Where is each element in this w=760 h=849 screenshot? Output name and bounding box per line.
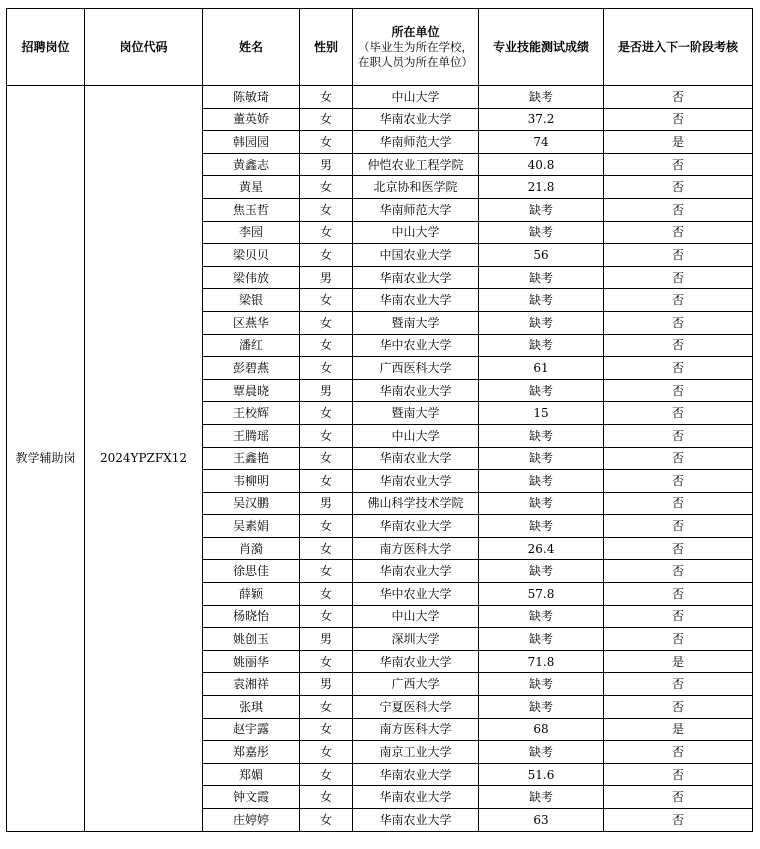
advance-cell: 否 bbox=[604, 86, 753, 109]
unit-cell: 暨南大学 bbox=[353, 311, 479, 334]
name-cell: 梁银 bbox=[203, 289, 300, 312]
name-cell: 郑媚 bbox=[203, 763, 300, 786]
advance-cell: 是 bbox=[604, 718, 753, 741]
unit-cell: 华南农业大学 bbox=[353, 266, 479, 289]
gender-cell: 女 bbox=[300, 86, 353, 109]
score-cell: 37.2 bbox=[479, 108, 604, 131]
advance-cell: 否 bbox=[604, 628, 753, 651]
gender-cell: 女 bbox=[300, 402, 353, 425]
score-cell: 51.6 bbox=[479, 763, 604, 786]
gender-cell: 女 bbox=[300, 809, 353, 832]
score-cell: 缺考 bbox=[479, 786, 604, 809]
unit-cell: 深圳大学 bbox=[353, 628, 479, 651]
unit-cell: 华南农业大学 bbox=[353, 447, 479, 470]
name-cell: 肖漪 bbox=[203, 537, 300, 560]
unit-cell: 暨南大学 bbox=[353, 402, 479, 425]
unit-cell: 中山大学 bbox=[353, 605, 479, 628]
unit-cell: 华南农业大学 bbox=[353, 809, 479, 832]
score-cell: 57.8 bbox=[479, 583, 604, 606]
gender-cell: 女 bbox=[300, 221, 353, 244]
gender-cell: 女 bbox=[300, 131, 353, 154]
score-cell: 缺考 bbox=[479, 221, 604, 244]
advance-cell: 否 bbox=[604, 763, 753, 786]
name-cell: 吴汉鹏 bbox=[203, 492, 300, 515]
name-cell: 区燕华 bbox=[203, 311, 300, 334]
name-cell: 梁伟放 bbox=[203, 266, 300, 289]
gender-cell: 女 bbox=[300, 605, 353, 628]
name-cell: 韦柳明 bbox=[203, 470, 300, 493]
header-name: 姓名 bbox=[203, 9, 300, 86]
advance-cell: 否 bbox=[604, 176, 753, 199]
gender-cell: 女 bbox=[300, 786, 353, 809]
gender-cell: 男 bbox=[300, 492, 353, 515]
advance-cell: 否 bbox=[604, 583, 753, 606]
unit-cell: 南方医科大学 bbox=[353, 537, 479, 560]
gender-cell: 女 bbox=[300, 718, 353, 741]
header-row bbox=[7, 9, 753, 86]
name-cell: 梁贝贝 bbox=[203, 244, 300, 267]
gender-cell: 女 bbox=[300, 311, 353, 334]
name-cell: 焦玉哲 bbox=[203, 198, 300, 221]
name-cell: 王校辉 bbox=[203, 402, 300, 425]
unit-cell: 南京工业大学 bbox=[353, 741, 479, 764]
advance-cell: 否 bbox=[604, 198, 753, 221]
header-advance: 是否进入下一阶段考核 bbox=[604, 9, 753, 86]
score-cell: 缺考 bbox=[479, 741, 604, 764]
gender-cell: 女 bbox=[300, 763, 353, 786]
name-cell: 吴素娟 bbox=[203, 515, 300, 538]
unit-cell: 华南农业大学 bbox=[353, 289, 479, 312]
score-cell: 缺考 bbox=[479, 266, 604, 289]
name-cell: 潘红 bbox=[203, 334, 300, 357]
unit-cell: 中国农业大学 bbox=[353, 244, 479, 267]
advance-cell: 否 bbox=[604, 244, 753, 267]
header-position: 招聘岗位 bbox=[7, 9, 85, 86]
gender-cell: 女 bbox=[300, 741, 353, 764]
unit-cell: 华中农业大学 bbox=[353, 583, 479, 606]
name-cell: 黄鑫志 bbox=[203, 153, 300, 176]
unit-cell: 华南农业大学 bbox=[353, 650, 479, 673]
header-score: 专业技能测试成绩 bbox=[479, 9, 604, 86]
name-cell: 张琪 bbox=[203, 696, 300, 719]
gender-cell: 女 bbox=[300, 650, 353, 673]
name-cell: 韩园园 bbox=[203, 131, 300, 154]
advance-cell: 否 bbox=[604, 515, 753, 538]
gender-cell: 男 bbox=[300, 153, 353, 176]
score-cell: 缺考 bbox=[479, 86, 604, 109]
unit-cell: 中山大学 bbox=[353, 424, 479, 447]
score-cell: 缺考 bbox=[479, 696, 604, 719]
gender-cell: 女 bbox=[300, 198, 353, 221]
gender-cell: 男 bbox=[300, 379, 353, 402]
score-cell: 缺考 bbox=[479, 673, 604, 696]
gender-cell: 女 bbox=[300, 696, 353, 719]
unit-cell: 南方医科大学 bbox=[353, 718, 479, 741]
header-unit-title: 所在单位 bbox=[391, 24, 440, 39]
advance-cell: 否 bbox=[604, 402, 753, 425]
advance-cell: 是 bbox=[604, 131, 753, 154]
unit-cell: 华南农业大学 bbox=[353, 763, 479, 786]
gender-cell: 女 bbox=[300, 447, 353, 470]
name-cell: 杨晓怡 bbox=[203, 605, 300, 628]
unit-cell: 华中农业大学 bbox=[353, 334, 479, 357]
advance-cell: 否 bbox=[604, 492, 753, 515]
header-unit-note: （毕业生为所在学校，在职人员为所在单位） bbox=[358, 39, 473, 69]
unit-cell: 仲恺农业工程学院 bbox=[353, 153, 479, 176]
advance-cell: 否 bbox=[604, 741, 753, 764]
score-cell: 缺考 bbox=[479, 289, 604, 312]
gender-cell: 男 bbox=[300, 673, 353, 696]
advance-cell: 否 bbox=[604, 673, 753, 696]
score-cell: 缺考 bbox=[479, 605, 604, 628]
score-cell: 缺考 bbox=[479, 424, 604, 447]
gender-cell: 女 bbox=[300, 583, 353, 606]
results-table bbox=[6, 8, 753, 832]
advance-cell: 否 bbox=[604, 357, 753, 380]
name-cell: 钟文霞 bbox=[203, 786, 300, 809]
unit-cell: 中山大学 bbox=[353, 86, 479, 109]
advance-cell: 否 bbox=[604, 470, 753, 493]
score-cell: 缺考 bbox=[479, 470, 604, 493]
score-cell: 缺考 bbox=[479, 198, 604, 221]
unit-cell: 广西医科大学 bbox=[353, 357, 479, 380]
score-cell: 63 bbox=[479, 809, 604, 832]
advance-cell: 是 bbox=[604, 650, 753, 673]
advance-cell: 否 bbox=[604, 696, 753, 719]
score-cell: 21.8 bbox=[479, 176, 604, 199]
advance-cell: 否 bbox=[604, 560, 753, 583]
advance-cell: 否 bbox=[604, 447, 753, 470]
unit-cell: 中山大学 bbox=[353, 221, 479, 244]
unit-cell: 宁夏医科大学 bbox=[353, 696, 479, 719]
gender-cell: 女 bbox=[300, 424, 353, 447]
name-cell: 郑嘉彤 bbox=[203, 741, 300, 764]
position-cell: 教学辅助岗 bbox=[7, 86, 85, 832]
advance-cell: 否 bbox=[604, 379, 753, 402]
name-cell: 黄星 bbox=[203, 176, 300, 199]
name-cell: 庄婷婷 bbox=[203, 809, 300, 832]
advance-cell: 否 bbox=[604, 311, 753, 334]
name-cell: 董英娇 bbox=[203, 108, 300, 131]
unit-cell: 华南农业大学 bbox=[353, 560, 479, 583]
score-cell: 缺考 bbox=[479, 492, 604, 515]
name-cell: 王鑫艳 bbox=[203, 447, 300, 470]
gender-cell: 女 bbox=[300, 560, 353, 583]
unit-cell: 华南农业大学 bbox=[353, 470, 479, 493]
gender-cell: 女 bbox=[300, 176, 353, 199]
score-cell: 缺考 bbox=[479, 628, 604, 651]
gender-cell: 男 bbox=[300, 628, 353, 651]
unit-cell: 华南农业大学 bbox=[353, 379, 479, 402]
unit-cell: 北京协和医学院 bbox=[353, 176, 479, 199]
gender-cell: 女 bbox=[300, 357, 353, 380]
name-cell: 陈敏琦 bbox=[203, 86, 300, 109]
gender-cell: 女 bbox=[300, 470, 353, 493]
gender-cell: 男 bbox=[300, 266, 353, 289]
gender-cell: 女 bbox=[300, 537, 353, 560]
header-code: 岗位代码 bbox=[85, 9, 203, 86]
advance-cell: 否 bbox=[604, 786, 753, 809]
score-cell: 71.8 bbox=[479, 650, 604, 673]
unit-cell: 华南农业大学 bbox=[353, 108, 479, 131]
score-cell: 缺考 bbox=[479, 515, 604, 538]
name-cell: 姚创玉 bbox=[203, 628, 300, 651]
name-cell: 王腾瑶 bbox=[203, 424, 300, 447]
advance-cell: 否 bbox=[604, 221, 753, 244]
score-cell: 15 bbox=[479, 402, 604, 425]
advance-cell: 否 bbox=[604, 266, 753, 289]
advance-cell: 否 bbox=[604, 108, 753, 131]
score-cell: 61 bbox=[479, 357, 604, 380]
unit-cell: 华南农业大学 bbox=[353, 786, 479, 809]
table-row bbox=[7, 86, 753, 109]
gender-cell: 女 bbox=[300, 334, 353, 357]
unit-cell: 广西大学 bbox=[353, 673, 479, 696]
unit-cell: 华南师范大学 bbox=[353, 198, 479, 221]
unit-cell: 华南师范大学 bbox=[353, 131, 479, 154]
name-cell: 覃晨晓 bbox=[203, 379, 300, 402]
name-cell: 姚丽华 bbox=[203, 650, 300, 673]
name-cell: 袁湘祥 bbox=[203, 673, 300, 696]
name-cell: 徐思佳 bbox=[203, 560, 300, 583]
score-cell: 40.8 bbox=[479, 153, 604, 176]
score-cell: 缺考 bbox=[479, 334, 604, 357]
score-cell: 26.4 bbox=[479, 537, 604, 560]
score-cell: 56 bbox=[479, 244, 604, 267]
advance-cell: 否 bbox=[604, 537, 753, 560]
score-cell: 缺考 bbox=[479, 311, 604, 334]
header-unit bbox=[353, 9, 479, 86]
unit-cell: 华南农业大学 bbox=[353, 515, 479, 538]
score-cell: 缺考 bbox=[479, 560, 604, 583]
gender-cell: 女 bbox=[300, 289, 353, 312]
score-cell: 74 bbox=[479, 131, 604, 154]
advance-cell: 否 bbox=[604, 605, 753, 628]
header-gender: 性别 bbox=[300, 9, 353, 86]
name-cell: 李园 bbox=[203, 221, 300, 244]
advance-cell: 否 bbox=[604, 334, 753, 357]
name-cell: 薛颖 bbox=[203, 583, 300, 606]
advance-cell: 否 bbox=[604, 289, 753, 312]
score-cell: 缺考 bbox=[479, 379, 604, 402]
score-cell: 缺考 bbox=[479, 447, 604, 470]
gender-cell: 女 bbox=[300, 515, 353, 538]
gender-cell: 女 bbox=[300, 244, 353, 267]
score-cell: 68 bbox=[479, 718, 604, 741]
gender-cell: 女 bbox=[300, 108, 353, 131]
unit-cell: 佛山科学技术学院 bbox=[353, 492, 479, 515]
advance-cell: 否 bbox=[604, 424, 753, 447]
advance-cell: 否 bbox=[604, 153, 753, 176]
name-cell: 赵宇露 bbox=[203, 718, 300, 741]
name-cell: 彭碧燕 bbox=[203, 357, 300, 380]
position-code-cell: 2024YPZFX12 bbox=[85, 86, 203, 832]
advance-cell: 否 bbox=[604, 809, 753, 832]
